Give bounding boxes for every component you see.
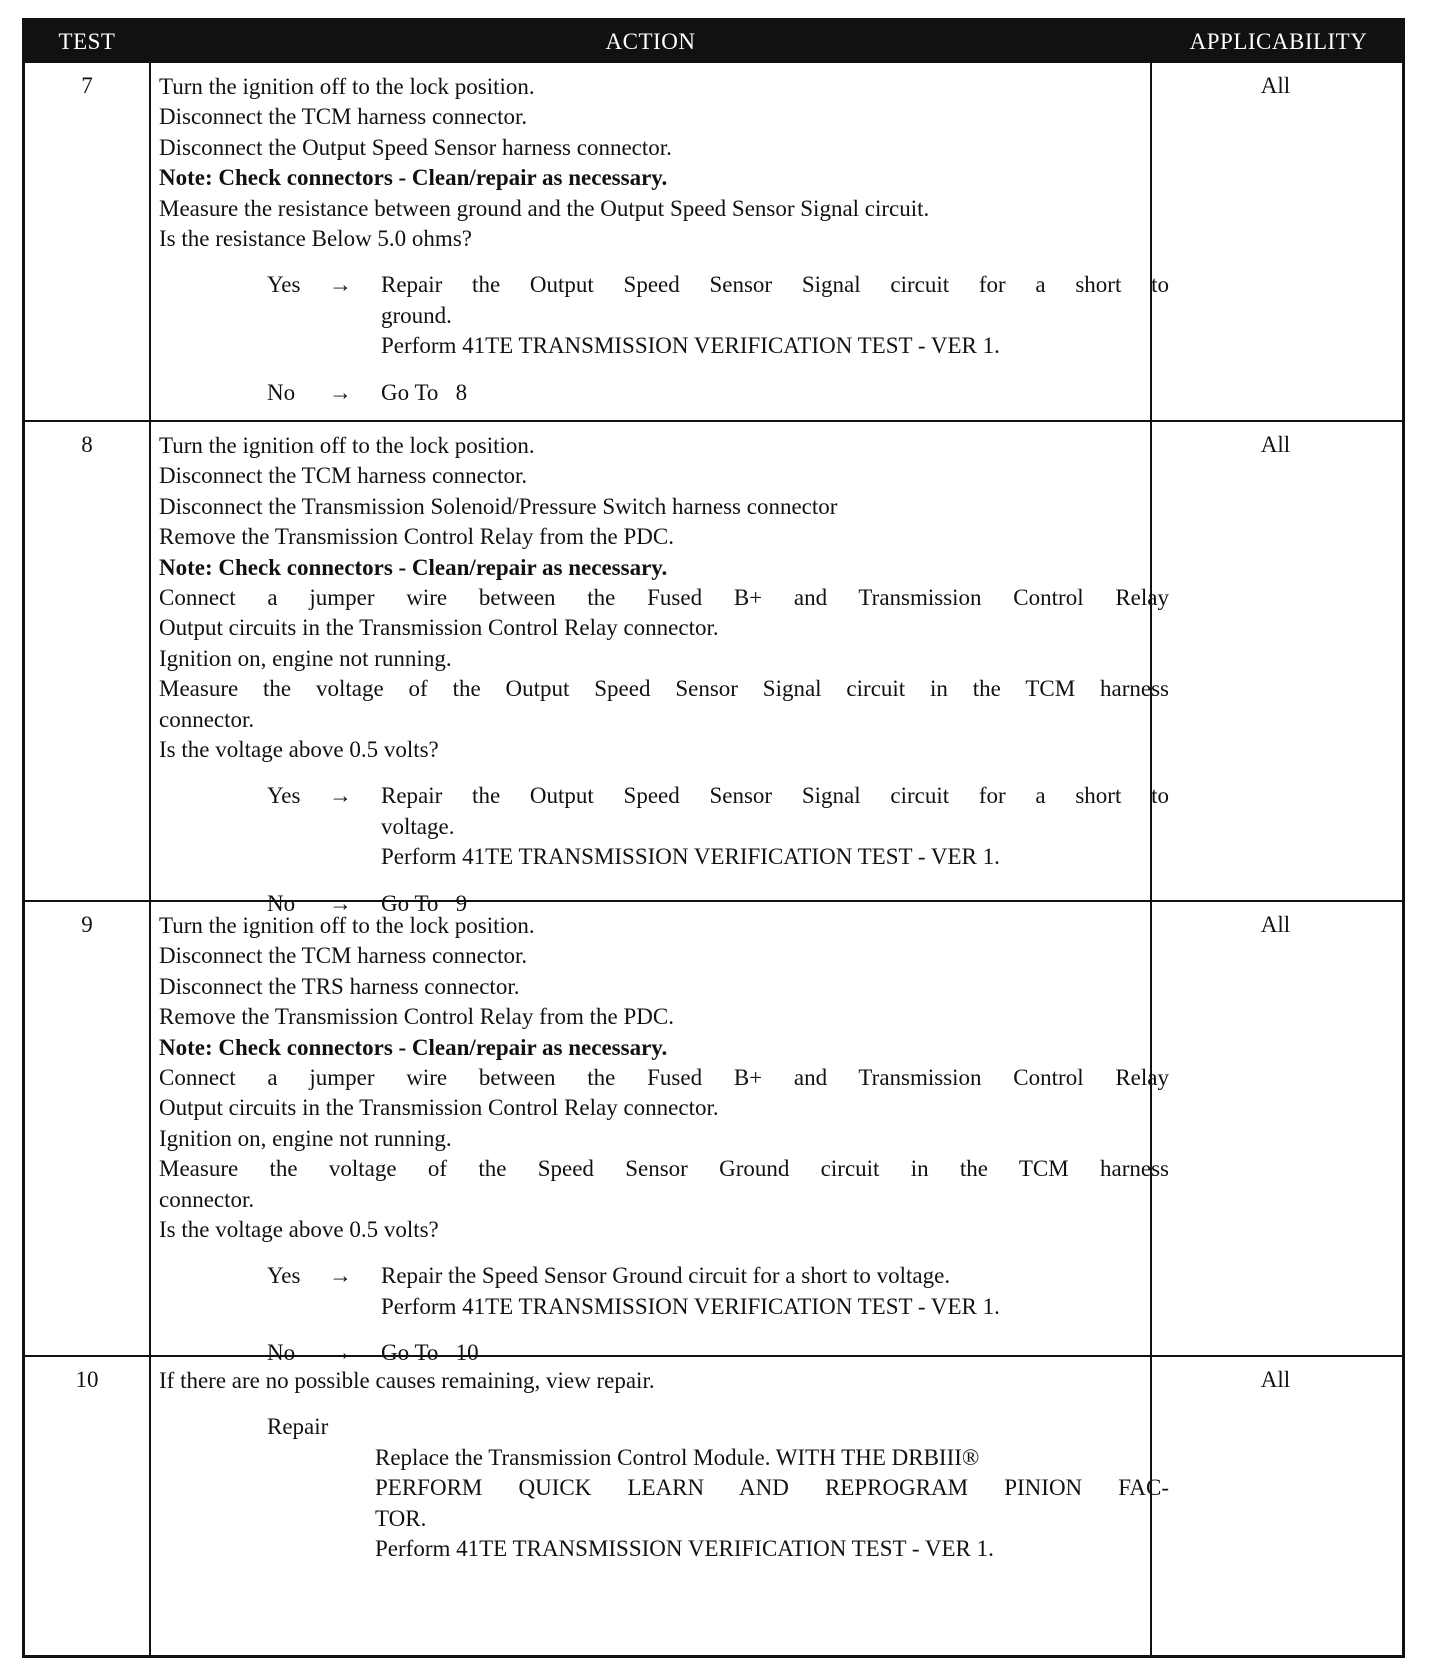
step: Measure the voltage of the Output Speed Sensor Signal circuit in the TCM harness [159, 676, 1169, 702]
yes-label: Yes [267, 783, 301, 809]
yes-label: Yes [267, 1263, 301, 1289]
yes-text: voltage. [381, 813, 455, 839]
step: Turn the ignition off to the lock position. [159, 913, 535, 938]
note: Note: Check connectors - Clean/repair as necessary. [159, 1034, 668, 1060]
yes-answer [159, 781, 1169, 872]
step: Measure the voltage of the Speed Sensor Ground circuit in the TCM harness [159, 1156, 1169, 1182]
header-applicability: APPLICABILITY [1189, 29, 1368, 54]
step: Disconnect the Output Speed Sensor harness connector. [159, 134, 672, 160]
arrow-icon: → [329, 1263, 352, 1289]
yes-text: Perform 41TE TRANSMISSION VERIFICATION TEST - VER 1. [381, 333, 1000, 359]
note: Note: Check connectors - Clean/repair as necessary. [159, 165, 668, 191]
action-cell [159, 1366, 1169, 1564]
action-cell [159, 72, 1169, 408]
no-answer [159, 378, 1169, 408]
test-number: 7 [81, 73, 93, 98]
yes-text: Repair the Output Speed Sensor Signal circuit for a short to [381, 272, 1169, 298]
test-row-8 [25, 420, 1402, 916]
no-text: Go To 8 [381, 379, 468, 405]
step: Remove the Transmission Control Relay from the PDC. [159, 524, 674, 550]
arrow-icon: → [329, 890, 352, 916]
header-test: TEST [58, 29, 116, 54]
header-action: ACTION [605, 29, 696, 54]
applicability: All [1260, 73, 1291, 98]
applicability: All [1260, 432, 1291, 457]
step: Connect a jumper wire between the Fused B+ and Transmission Control Relay [159, 585, 1169, 611]
diagnostic-table [22, 18, 1405, 1658]
yes-label: Yes [267, 272, 301, 298]
step: Disconnect the TCM harness connector. [159, 943, 528, 969]
step: Disconnect the Transmission Solenoid/Pressure Switch harness connector [159, 493, 838, 519]
step: connector. [159, 706, 255, 732]
step: Is the resistance Below 5.0 ohms? [159, 226, 472, 252]
repair-text: Replace the Transmission Control Module. WITH THE DRBIII® [375, 1444, 980, 1470]
step: Turn the ignition off to the lock position. [159, 74, 535, 99]
step: Output circuits in the Transmission Control Relay connector. [159, 615, 719, 641]
step: Disconnect the TRS harness connector. [159, 973, 520, 999]
table-header [25, 21, 1402, 63]
repair-text: PERFORM QUICK LEARN AND REPROGRAM PINION FAC- [375, 1475, 1169, 1501]
step: Connect a jumper wire between the Fused B+ and Transmission Control Relay [159, 1065, 1169, 1091]
step: If there are no possible causes remaining, view repair. [159, 1368, 655, 1393]
step: Turn the ignition off to the lock position. [159, 433, 535, 458]
step: Ignition on, engine not running. [159, 1125, 452, 1151]
arrow-icon: → [329, 783, 352, 809]
arrow-icon: → [329, 1340, 352, 1366]
step: Measure the resistance between ground and the Output Speed Sensor Signal circuit. [159, 195, 930, 221]
yes-answer [159, 270, 1169, 361]
yes-text: Perform 41TE TRANSMISSION VERIFICATION TEST - VER 1. [381, 1293, 1000, 1319]
yes-text: ground. [381, 302, 452, 328]
test-row-10 [25, 1355, 1402, 1655]
action-cell [159, 911, 1169, 1369]
no-label: No [267, 1340, 296, 1366]
test-row-7 [25, 63, 1402, 420]
step: Is the voltage above 0.5 volts? [159, 737, 439, 763]
yes-text: Repair the Speed Sensor Ground circuit for a short to voltage. [381, 1263, 951, 1289]
step: Disconnect the TCM harness connector. [159, 463, 528, 489]
arrow-icon: → [329, 272, 352, 298]
step: connector. [159, 1186, 255, 1212]
step: Remove the Transmission Control Relay from the PDC. [159, 1004, 674, 1030]
applicability: All [1260, 1367, 1291, 1392]
repair-body [375, 1443, 1169, 1565]
note: Note: Check connectors - Clean/repair as necessary. [159, 554, 668, 580]
repair-text: TOR. [375, 1505, 427, 1531]
no-label: No [267, 890, 296, 916]
test-row-9 [25, 900, 1402, 1366]
yes-text: Repair the Output Speed Sensor Signal circuit for a short to [381, 783, 1169, 809]
repair-label: Repair [267, 1414, 329, 1440]
test-number: 10 [75, 1367, 99, 1392]
step: Is the voltage above 0.5 volts? [159, 1217, 439, 1243]
arrow-icon: → [329, 379, 352, 405]
yes-answer [159, 1261, 1169, 1322]
step: Disconnect the TCM harness connector. [159, 104, 528, 130]
step: Ignition on, engine not running. [159, 645, 452, 671]
applicability: All [1260, 912, 1291, 937]
step: Output circuits in the Transmission Control Relay connector. [159, 1095, 719, 1121]
action-cell [159, 431, 1169, 919]
no-label: No [267, 379, 296, 405]
repair-text: Perform 41TE TRANSMISSION VERIFICATION TEST - VER 1. [375, 1536, 994, 1562]
no-text: Go To 9 [381, 890, 468, 916]
yes-text: Perform 41TE TRANSMISSION VERIFICATION TEST - VER 1. [381, 844, 1000, 870]
test-number: 8 [81, 432, 93, 457]
no-text: Go To 10 [381, 1340, 479, 1366]
test-number: 9 [81, 912, 93, 937]
